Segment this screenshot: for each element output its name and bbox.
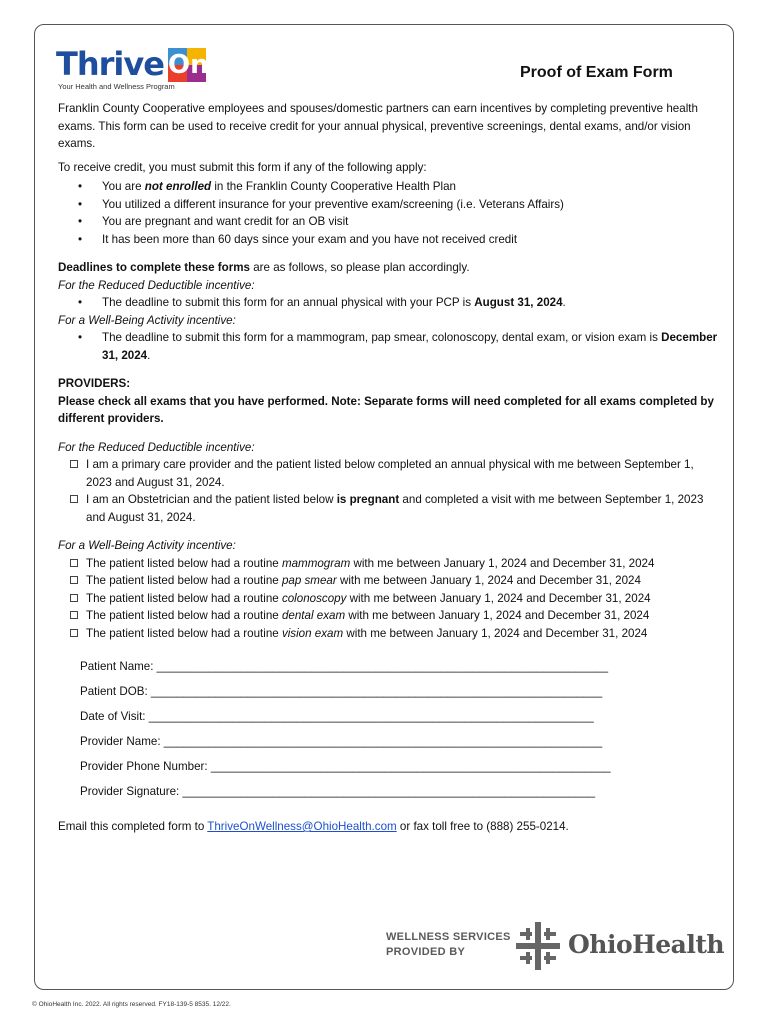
logo-word: Thrive <box>56 45 164 83</box>
patient-dob-field[interactable]: Patient DOB: ______________________________________________________________________ <box>80 685 603 698</box>
checkbox-annual-physical[interactable]: I am a primary care provider and the patient listed below completed an annual physical with me between September 1, 2023 and August 31, 2024. <box>58 456 720 491</box>
deadlines-heading: Deadlines to complete these forms are as follows, so please plan accordingly. <box>58 261 470 274</box>
checkbox-icon[interactable] <box>70 629 78 637</box>
wb-providers-label: For a Well-Being Activity incentive: <box>58 539 236 552</box>
list-item: • It has been more than 60 days since your exam and you have not received credit <box>58 231 720 249</box>
email-link[interactable]: ThriveOnWellness@OhioHealth.com <box>207 820 397 833</box>
list-item: • The deadline to submit this form for a mammogram, pap smear, colonoscopy, dental exam, or vision exam is December 31, 2024. <box>58 329 720 364</box>
providers-instruction: Please check all exams that you have performed. Note: Separate forms will need completed for all exams completed by different providers. <box>58 394 714 425</box>
checkbox-dental-exam[interactable]: The patient listed below had a routine dental exam with me between January 1, 2024 and December 31, 2024 <box>58 607 720 625</box>
rd-providers-label: For the Reduced Deductible incentive: <box>58 440 255 454</box>
rd-deadline-label: For the Reduced Deductible incentive: <box>58 278 255 292</box>
checkbox-icon[interactable] <box>70 576 78 584</box>
date-of-visit-field[interactable]: Date of Visit: _____________________________________________________________________ <box>80 710 594 723</box>
intro-criteria: To receive credit, you must submit this form if any of the following apply: <box>58 160 427 174</box>
list-item: • The deadline to submit this form for an annual physical with your PCP is August 31, 2024. <box>58 294 720 312</box>
checkbox-pap-smear[interactable]: The patient listed below had a routine pap smear with me between January 1, 2024 and December 31, 2024 <box>58 572 720 590</box>
ohiohealth-brand: OhioHealth <box>568 930 725 959</box>
provider-name-field[interactable]: Provider Name: ____________________________________________________________________ <box>80 735 603 748</box>
list-item: • You are not enrolled in the Franklin County Cooperative Health Plan <box>58 178 720 196</box>
criteria-list <box>58 178 720 248</box>
provider-signature-field[interactable]: Provider Signature: ________________________________________________________________ <box>80 785 596 798</box>
page-title: Proof of Exam Form <box>520 64 673 81</box>
intro-paragraph: Franklin County Cooperative employees and spouses/domestic partners can earn incentives by completing preventive health exams. This form can be used to receive credit for your annual physical, preventive screenings, dental exams, and/or vision exams. <box>58 102 698 150</box>
patient-name-field[interactable]: Patient Name: ______________________________________________________________________ <box>80 660 609 673</box>
checkbox-ob-visit[interactable]: I am an Obstetrician and the patient listed below is pregnant and completed a visit with me between September 1, 2023 and August 31, 2024. <box>58 491 720 526</box>
ohiohealth-cross-icon <box>516 922 560 970</box>
logo-on-badge: On <box>168 50 209 80</box>
checkbox-icon[interactable] <box>70 495 78 503</box>
wb-deadline-label: For a Well-Being Activity incentive: <box>58 313 236 327</box>
checkbox-vision-exam[interactable]: The patient listed below had a routine vision exam with me between January 1, 2024 and December 31, 2024 <box>58 625 720 643</box>
checkbox-icon[interactable] <box>70 611 78 619</box>
wb-deadline-list <box>58 329 720 364</box>
checkbox-icon[interactable] <box>70 559 78 567</box>
checkbox-icon[interactable] <box>70 594 78 602</box>
list-item: • You are pregnant and want credit for an OB visit <box>58 213 720 231</box>
thrive-on-logo <box>56 46 208 94</box>
provider-phone-field[interactable]: Provider Phone Number: ______________________________________________________________ <box>80 760 611 773</box>
wellness-provided-by: WELLNESS SERVICES PROVIDED BY <box>386 931 511 958</box>
checkbox-icon[interactable] <box>70 460 78 468</box>
logo-tagline: Your Health and Wellness Program <box>58 82 175 91</box>
copyright-text: © OhioHealth Inc. 2022. All rights reserved. FY18-139-5 8535. 12/22. <box>32 1001 231 1008</box>
ohiohealth-footer-logo <box>386 922 725 972</box>
form-body <box>58 100 720 836</box>
checkbox-colonoscopy[interactable]: The patient listed below had a routine colonoscopy with me between January 1, 2024 and December 31, 2024 <box>58 590 720 608</box>
rd-deadline-list <box>58 294 720 312</box>
checkbox-mammogram[interactable]: The patient listed below had a routine mammogram with me between January 1, 2024 and December 31, 2024 <box>58 555 720 573</box>
form-fields <box>58 654 720 804</box>
list-item: • You utilized a different insurance for your preventive exam/screening (i.e. Veterans Affairs) <box>58 196 720 214</box>
providers-heading: PROVIDERS: <box>58 377 131 390</box>
email-instructions: Email this completed form to ThriveOnWellness@OhioHealth.com or fax toll free to (888) 255-0214. <box>58 820 569 833</box>
